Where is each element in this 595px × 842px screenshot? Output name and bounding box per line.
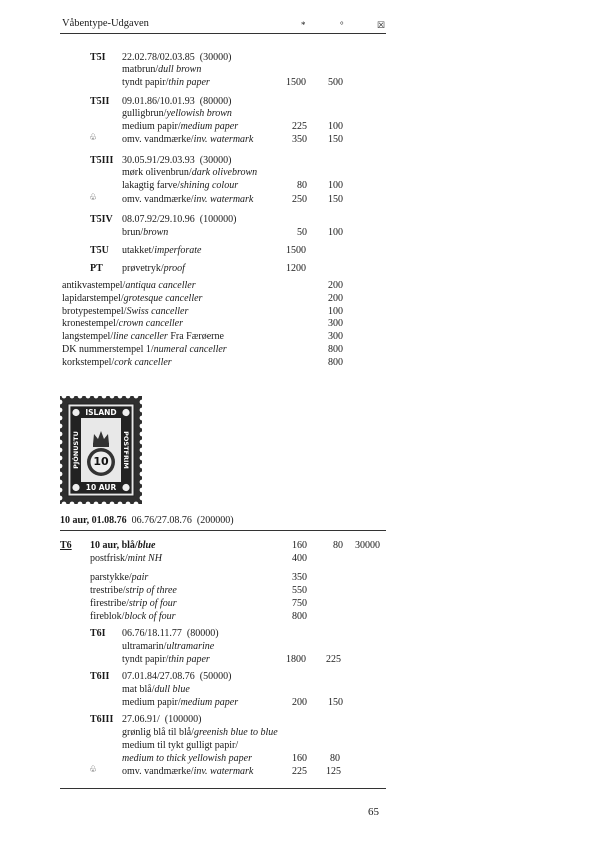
stamp-right-text: POSTFRIM	[122, 431, 130, 469]
t6-strip-three: trestribe/strip of three	[90, 585, 177, 596]
t5ii-code: T5II	[90, 96, 110, 107]
t6-block-four-price: 800	[292, 611, 307, 622]
t6-code: T6	[60, 540, 72, 551]
pt-code: PT	[90, 263, 103, 274]
cancel-row: lapidarstempel/grotesque canceller 200	[62, 292, 343, 304]
cancel-row: korkstempel/cork canceller 800	[62, 356, 343, 368]
t5iii-finish-price-unused: 80	[297, 180, 307, 191]
t6iii-color: grønlig blå til blå/greenish blue to blue	[122, 727, 278, 738]
t6iii-price-used: 80	[330, 753, 340, 764]
t6iii-watermark-price-used: 125	[326, 766, 341, 777]
stamp-image	[60, 396, 142, 504]
t6-strip-three-price: 550	[292, 585, 307, 596]
t6iii-dates: 27.06.91/ (100000)	[122, 714, 202, 725]
t5iii-watermark: omv. vandmærke/inv. watermark	[122, 194, 254, 205]
t5iii-finish-price-used: 100	[328, 180, 343, 191]
t6ii-price-used: 150	[328, 697, 343, 708]
t6ii-color: mat blå/dull blue	[122, 684, 190, 695]
t6iii-price-unused: 160	[292, 753, 307, 764]
stamp-bottom-text: 10 AUR	[85, 483, 117, 492]
t5iii-finish: lakagtig farve/shining colour	[122, 180, 239, 191]
t5u-code: T5U	[90, 245, 109, 256]
watermark-crown-icon: ♧	[89, 765, 98, 775]
t5ii-watermark: omv. vandmærke/inv. watermark	[122, 134, 254, 145]
t5i-paper: tyndt papir/thin paper	[122, 77, 210, 88]
t6ii-price-unused: 200	[292, 697, 307, 708]
t5iii-watermark-price-used: 150	[328, 194, 343, 205]
t6iii-paper-en: medium to thick yellowish paper	[122, 753, 252, 764]
header-cover-symbol: ☒	[377, 20, 386, 30]
t6i-price-unused: 1800	[286, 654, 306, 665]
t5ii-paper-price-unused: 225	[292, 121, 307, 132]
t6i-color: ultramarin/ultramarine	[122, 641, 215, 652]
t6i-code: T6I	[90, 628, 106, 639]
t5i-price-unused: 1500	[286, 77, 306, 88]
cancel-row: brotypestempel/Swiss canceller 100	[62, 305, 343, 317]
t5ii-dates: 09.01.86/10.01.93 (80000)	[122, 96, 232, 107]
page-number: 65	[368, 806, 379, 818]
t6-strip-four: firestribe/strip of four	[90, 598, 177, 609]
t6i-paper: tyndt papir/thin paper	[122, 654, 210, 665]
t5ii-paper: medium papir/medium paper	[122, 121, 239, 132]
t6iii-code: T6III	[90, 714, 114, 725]
t5ii-watermark-price-used: 150	[328, 134, 343, 145]
t6i-dates: 06.76/18.11.77 (80000)	[122, 628, 219, 639]
t5u-price: 1500	[286, 245, 306, 256]
t6-pair-price: 350	[292, 572, 307, 583]
header-unused-symbol: *	[301, 20, 306, 30]
stamp-top-text: ISLAND	[85, 408, 117, 417]
t5i-dates: 22.02.78/02.03.85 (30000)	[122, 52, 232, 63]
t6-strip-four-price: 750	[292, 598, 307, 609]
t6-caption: 10 aur, 01.08.76 06.76/27.08.76 (200000)	[60, 515, 234, 526]
pt-price: 1200	[286, 263, 306, 274]
t5iii-code: T5III	[90, 155, 114, 166]
t5iii-dates: 30.05.91/29.03.93 (30000)	[122, 155, 232, 166]
t6ii-paper: medium papir/medium paper	[122, 697, 239, 708]
header-rule	[60, 33, 386, 34]
t6ii-code: T6II	[90, 671, 110, 682]
t6-block-four: fireblok/block of four	[90, 611, 176, 622]
t6iii-paper-da: medium til tykt gulligt papir/	[122, 740, 239, 751]
t5iii-watermark-price-unused: 250	[292, 194, 307, 205]
watermark-crown-icon: ♧	[89, 133, 98, 143]
t5iv-code: T5IV	[90, 214, 113, 225]
running-header-title: Våbentype-Udgaven	[62, 18, 149, 29]
watermark-crown-icon: ♧	[89, 193, 98, 203]
stamp-value: 10	[93, 455, 109, 468]
t5iv-price-unused: 50	[297, 227, 307, 238]
t6iii-watermark-price-unused: 225	[292, 766, 307, 777]
t6-mint-nh-price: 400	[292, 553, 307, 564]
t5ii-color: gulligbrun/yellowish brown	[122, 108, 232, 119]
t5i-code: T5I	[90, 52, 106, 63]
cancel-list	[62, 280, 362, 370]
t6-price-used: 80	[333, 540, 343, 551]
stamp-left-text: PJÓNUSTU	[72, 431, 80, 469]
header-used-symbol: °	[340, 20, 344, 30]
section-rule	[60, 530, 386, 531]
footer-rule	[60, 788, 386, 789]
t6-main: 10 aur, blå/blue	[90, 540, 156, 551]
t6-price-cover: 30000	[355, 540, 380, 551]
t6ii-dates: 07.01.84/27.08.76 (50000)	[122, 671, 232, 682]
t5ii-paper-price-used: 100	[328, 121, 343, 132]
t5iv-color: brun/brown	[122, 227, 169, 238]
t6-pair: parstykke/pair	[90, 572, 149, 583]
cancel-row: langstempel/line canceller Fra Færøerne 300	[62, 331, 343, 343]
t6iii-watermark: omv. vandmærke/inv. watermark	[122, 766, 254, 777]
t6i-price-used: 225	[326, 654, 341, 665]
t5iv-dates: 08.07.92/29.10.96 (100000)	[122, 214, 237, 225]
cancel-row: kronestempel/crown canceller 300	[62, 318, 343, 330]
t5i-color: matbrun/dull brown	[122, 64, 202, 75]
t5ii-watermark-price-unused: 350	[292, 134, 307, 145]
cancel-row: antikvastempel/antiqua canceller 200	[62, 280, 343, 291]
pt-text: prøvetryk/proof	[122, 263, 185, 274]
t5iii-color: mørk olivenbrun/dark olivebrown	[122, 167, 258, 178]
t6-price-unused: 160	[292, 540, 307, 551]
t5i-price-used: 500	[328, 77, 343, 88]
t6-mint-nh: postfrisk/mint NH	[90, 553, 162, 564]
t5iv-price-used: 100	[328, 227, 343, 238]
cancel-row: DK nummerstempel 1/numeral canceller 800	[62, 343, 343, 355]
t5u-text: utakket/imperforate	[122, 245, 202, 256]
